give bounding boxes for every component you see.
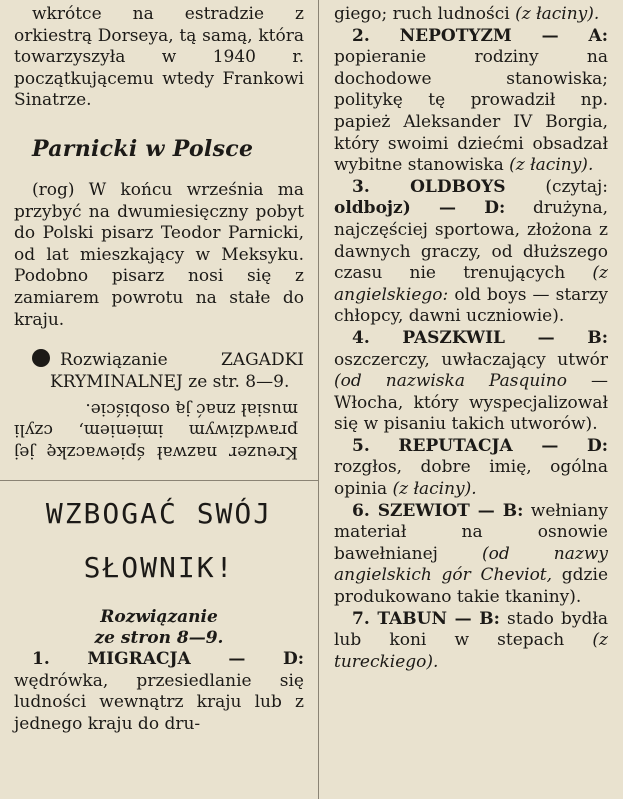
big-title-line2: SŁOWNIK! [83,551,235,585]
entry-2-text: popieranie rodziny na dochodowe stanowiska; politykę tę prowadził np. papież Aleksander IV Borgia, który swoimi dziećmi obsadzał wybitne stanowiska [334,47,608,176]
intro-text: wkrótce na estradzie z orkiestrą Dorseya, tą samą, która towarzyszyła w 1940 r. początkującemu wtedy Frankowi Sinatrze. [14,4,304,111]
entry-1-text: wędrówka, przesiedlanie się ludności wewnątrz kraju lub z jednego kraju do dru- [14,670,304,734]
entry-1-continued [334,4,608,26]
entry-4-text: oszczerczy, uwłaczający utwór [334,349,608,370]
entry-3 [334,177,608,328]
entry-7 [334,609,608,674]
article-parnicki: (rog) W końcu września ma przybyć na dwumiesięczny pobyt do Polski pisarz Teodor Parnicki, od lat mieszkający w Meksyku. Podobno pisarz nosi się z zamiarem powrotu na stałe do kraju. [14,179,304,330]
column-divider [318,0,319,799]
entry-2-title: 2. NEPOTYZM — A: [352,25,608,46]
entry-2 [334,26,608,177]
entry-5-text: rozgłos, dobre imię, ogólna opinia [334,457,608,500]
entry-7-origin: (z tureckiego). [334,630,608,672]
upside-down-answer: Kreuzer nazwał śpiewaczkę jej prawdziwym imieniem, czyli musiał znać ją osobiście. [14,398,298,463]
solution-note-text: Rozwiązanie ZAGADKI KRYMINALNEJ ze str. 8—9. [50,350,304,392]
left-column [14,4,304,735]
entry-4-title: 4. PASZKWIL — B: [352,327,608,348]
entry-4-text-2: — Włocha, który wyspecjalizował się w pisaniu takich utworów). [334,371,609,435]
entry-7-text: stado bydła lub koni w stepach [334,608,608,651]
entry-7-title: 7. TABUN — B: [352,608,500,629]
solution-note [14,349,304,393]
bullet-dot [32,349,50,367]
subhead-line1: Rozwiązanie [100,607,218,628]
entry-3-text-2: old boys — starzy chłopcy, dawni uczniowie). [334,284,608,327]
entry-5 [334,436,608,501]
entry-4-origin: (od nazwiska Pasquino [334,371,567,392]
big-title-line1: WZBOGAĆ SWÓJ [45,497,273,531]
entry-2-origin: (z łaciny). [509,155,594,176]
entry-1-cont-text: giego; ruch ludności [334,4,516,24]
entry-3-title: 3. OLDBOYS [352,176,506,197]
entry-5-origin: (z łaciny). [392,479,477,500]
entry-1-title: 1. MIGRACJA — D: [32,649,304,670]
entry-6-text: wełniany materiał na osnowie bawełnianej [334,500,608,564]
entry-1 [14,649,304,735]
entry-6-title: 6. SZEWIOT — B: [352,500,524,521]
entry-4 [334,328,608,436]
entry-3-mid: (czytaj: [505,176,608,197]
entry-3-origin: (z angielskiego: [334,263,608,305]
entry-3-text: drużyna, najczęściej sportowa, złożona z dawnych graczy, od dłuższego czasu nie trenujących [334,198,608,284]
entry-6 [334,501,608,609]
entry-1-cont-origin: (z łaciny). [515,4,600,24]
entry-6-text-2: gdzie produkowano takie tkaniny). [334,565,609,608]
right-column [334,4,608,673]
entry-3-title-2: oldbojz) — D: [334,198,506,219]
section-separator [0,480,318,481]
entry-5-title: 5. REPUTACJA — D: [352,435,608,456]
subhead-line2: ze stron 8—9. [94,628,224,649]
headline-parnicki: Parnicki w Polsce [32,135,254,162]
entry-6-origin: (od nazwy angielskich gór Cheviot, [334,543,608,586]
